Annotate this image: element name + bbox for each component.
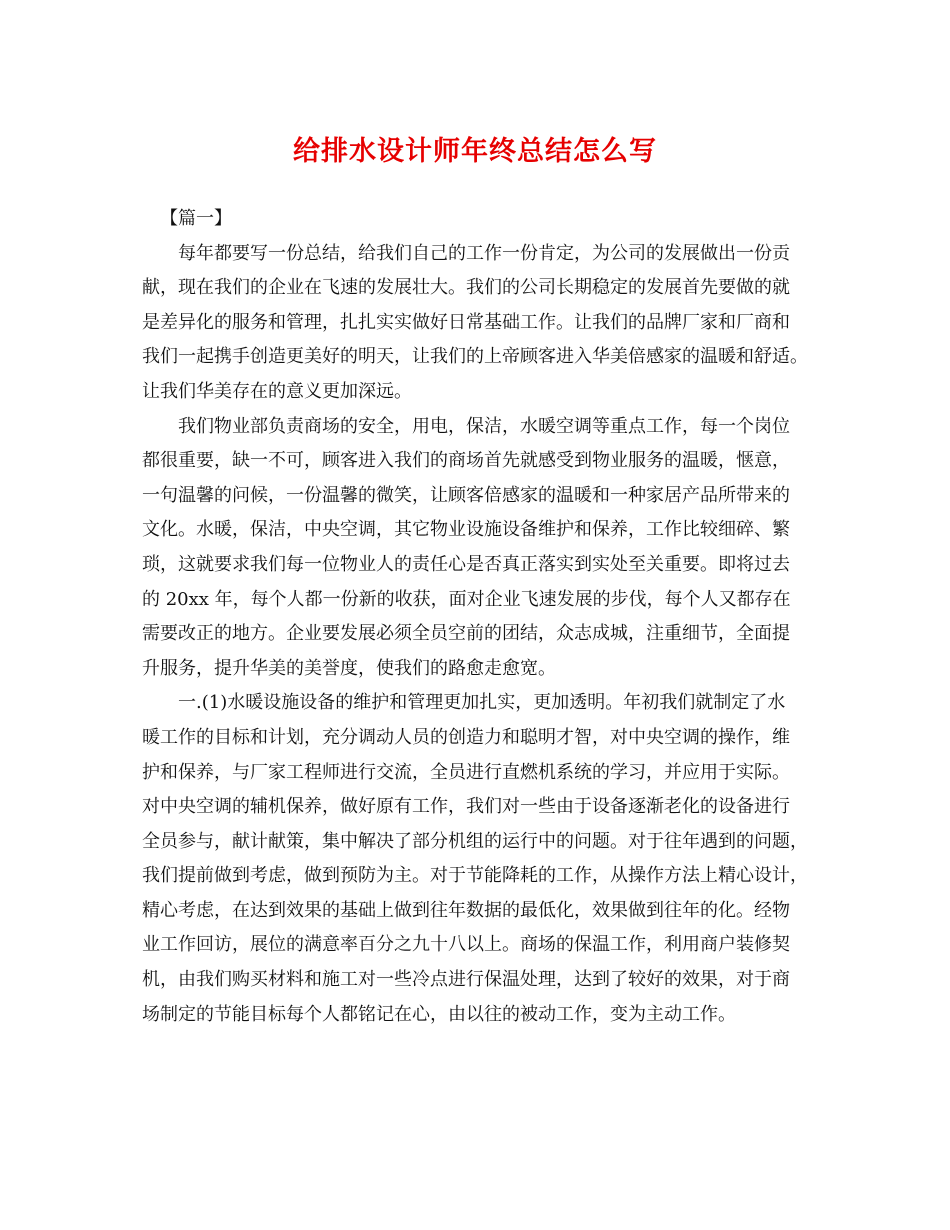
paragraph-line: 升服务，提升华美的美誉度，使我们的路愈走愈宽。 bbox=[142, 657, 556, 679]
paragraph-line: 我们提前做到考虑，做到预防为主。对于节能降耗的工作，从操作方法上精心设计， bbox=[142, 865, 808, 887]
paragraph-line: 让我们华美存在的意义更加深远。 bbox=[142, 380, 412, 402]
paragraph-line: 献，现在我们的企业在飞速的发展壮大。我们的公司长期稳定的发展首先要做的就 bbox=[142, 277, 790, 299]
paragraph-line: 场制定的节能目标每个人都铭记在心，由以往的被动工作，变为主动工作。 bbox=[142, 1003, 736, 1025]
paragraph-line: 精心考虑，在达到效果的基础上做到往年数据的最低化，效果做到往年的化。经物 bbox=[142, 899, 790, 921]
paragraph-line: 对中央空调的辅机保养，做好原有工作，我们对一些由于设备逐渐老化的设备进行 bbox=[142, 796, 790, 818]
paragraph-line: 护和保养，与厂家工程师进行交流，全员进行直燃机系统的学习，并应用于实际。 bbox=[142, 761, 790, 783]
section-label: 【篇一】 bbox=[160, 208, 232, 229]
paragraph-line: 暖工作的目标和计划，充分调动人员的创造力和聪明才智，对中央空调的操作，维 bbox=[142, 726, 790, 748]
paragraph-line: 琐，这就要求我们每一位物业人的责任心是否真正落实到实处至关重要。即将过去 bbox=[142, 553, 790, 575]
paragraph-line: 是差异化的服务和管理，扎扎实实做好日常基础工作。让我们的品牌厂家和厂商和 bbox=[142, 311, 790, 333]
paragraph-line: 都很重要，缺一不可，顾客进入我们的商场首先就感受到物业服务的温暖，惬意， bbox=[142, 450, 790, 472]
paragraph-line: 文化。水暖，保洁，中央空调，其它物业设施设备维护和保养，工作比较细碎、繁 bbox=[142, 519, 790, 541]
paragraph-line: 一句温馨的问候，一份温馨的微笑，让顾客倍感家的温暖和一种家居产品所带来的 bbox=[142, 484, 790, 506]
paragraph-line: 一.(1)水暖设施设备的维护和管理更加扎实，更加透明。年初我们就制定了水 bbox=[178, 692, 786, 714]
document-body bbox=[142, 202, 812, 1032]
paragraph-line: 需要改正的地方。企业要发展必须全员空前的团结，众志成城，注重细节，全面提 bbox=[142, 623, 790, 645]
paragraph-line: 的 20xx 年，每个人都一份新的收获，面对企业飞速发展的步伐，每个人又都存在 bbox=[142, 588, 791, 610]
document-title: 给排水设计师年终总结怎么写 bbox=[293, 136, 657, 167]
paragraph-line: 业工作回访，展位的满意率百分之九十八以上。商场的保温工作，利用商户装修契 bbox=[142, 934, 790, 956]
paragraph-line: 我们一起携手创造更美好的明天，让我们的上帝顾客进入华美倍感家的温暖和舒适。 bbox=[142, 346, 808, 368]
paragraph-line: 机，由我们购买材料和施工对一些冷点进行保温处理，达到了较好的效果，对于商 bbox=[142, 969, 790, 991]
paragraph-line: 我们物业部负责商场的安全，用电，保洁，水暖空调等重点工作，每一个岗位 bbox=[178, 415, 790, 437]
paragraph-line: 每年都要写一份总结，给我们自己的工作一份肯定，为公司的发展做出一份贡 bbox=[178, 242, 790, 264]
paragraph-line: 全员参与，献计献策，集中解决了部分机组的运行中的问题。对于往年遇到的问题， bbox=[142, 830, 808, 852]
